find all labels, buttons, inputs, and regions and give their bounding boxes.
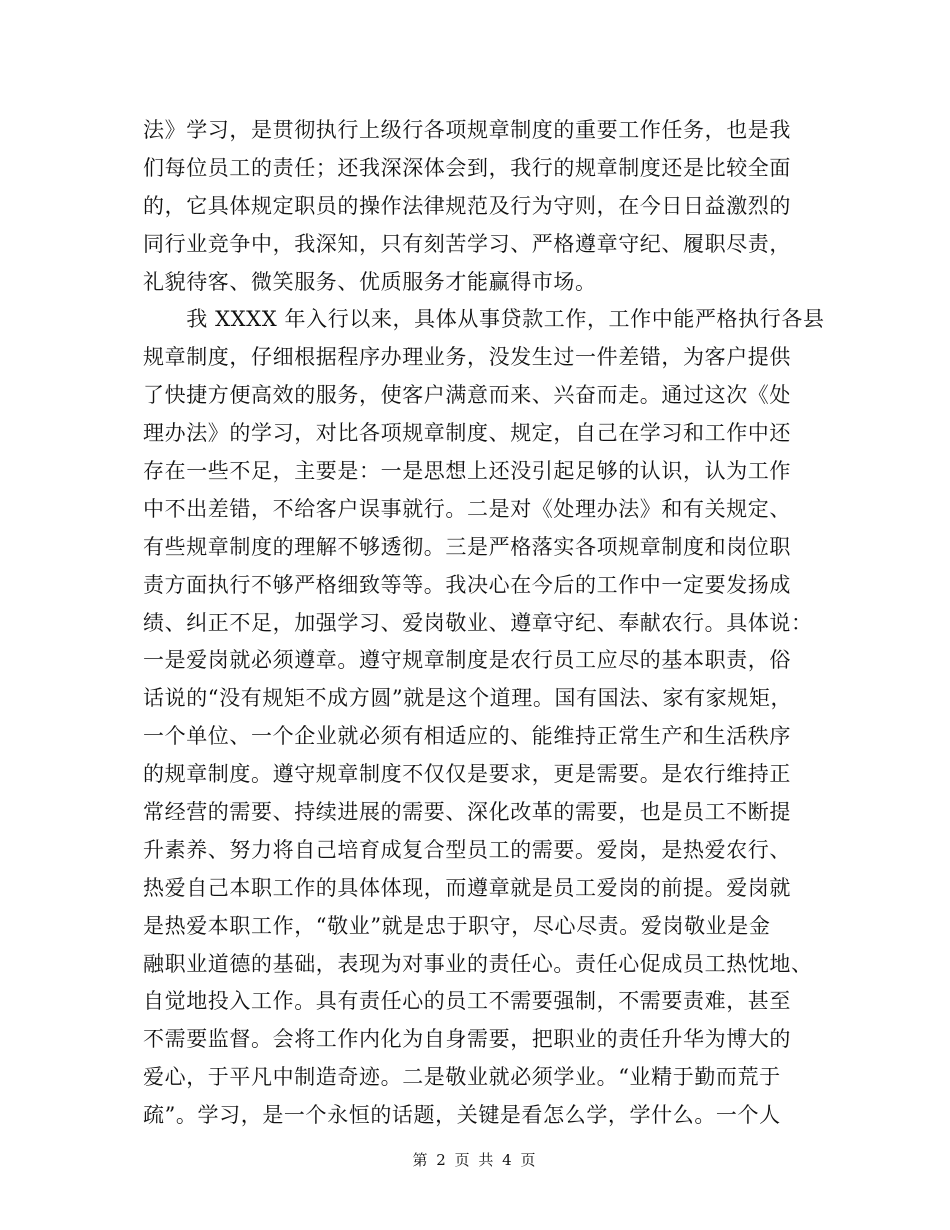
text-line: 理办法》的学习，对比各项规章制度、规定，自己在学习和工作中还 [143, 421, 791, 446]
text-line: 们每位员工的责任；还我深深体会到，我行的规章制度还是比较全面 [143, 155, 791, 180]
text-line: 升素养、努力将自己培育成复合型员工的需要。爱岗，是热爱农行、 [143, 837, 791, 862]
text-line: 融职业道德的基础，表现为对事业的责任心。责任心促成员工热忱地、 [143, 951, 813, 976]
text-line: 是热爱本职工作，“敬业”就是忠于职守，尽心尽责。爱岗敬业是金 [143, 913, 771, 938]
text-line: 礼貌待客、微笑服务、优质服务才能赢得市场。 [143, 269, 597, 294]
text-line: 不需要监督。会将工作内化为自身需要，把职业的责任升华为博大的 [143, 1027, 791, 1052]
page-footer: 第 2 页 共 4 页 [412, 1151, 538, 1169]
text-line: 法》学习，是贯彻执行上级行各项规章制度的重要工作任务，也是我 [143, 118, 791, 142]
text-line: 的规章制度。遵守规章制度不仅仅是要求，更是需要。是农行维持正 [143, 762, 791, 787]
text-line: 绩、纠正不足，加强学习、爱岗敬业、遵章守纪、奉献农行。具体说： [143, 610, 813, 635]
text-line: 热爱自己本职工作的具体体现，而遵章就是员工爱岗的前提。爱岗就 [143, 875, 791, 900]
text-line: 一是爱岗就必须遵章。遵守规章制度是农行员工应尽的基本职责，俗 [143, 648, 791, 673]
text-line: 一个单位、一个企业就必须有相适应的、能维持正常生产和生活秩序 [143, 724, 791, 749]
text-line: 我 XXXX 年入行以来，具体从事贷款工作，工作中能严格执行各县 [143, 307, 825, 332]
body-text [143, 112, 825, 1135]
text-line: 了快捷方便高效的服务，使客户满意而来、兴奋而走。通过这次《处 [143, 383, 791, 408]
text-line: 存在一些不足，主要是：一是思想上还没引起足够的认识，认为工作 [143, 459, 791, 484]
text-line: 爱心，于平凡中制造奇迹。二是敬业就必须学业。“业精于勤而荒于 [143, 1065, 781, 1090]
text-line: 话说的“没有规矩不成方圆”就是这个道理。国有国法、家有家规矩， [143, 686, 793, 711]
text-line: 责方面执行不够严格细致等等。我决心在今后的工作中一定要发扬成 [143, 572, 791, 597]
text-line: 的，它具体规定职员的操作法律规范及行为守则，在今日日益激烈的 [143, 193, 791, 218]
text-line: 有些规章制度的理解不够透彻。三是严格落实各项规章制度和岗位职 [143, 534, 791, 559]
text-line: 常经营的需要、持续进展的需要、深化改革的需要，也是员工不断提 [143, 800, 791, 825]
text-line: 同行业竞争中，我深知，只有刻苦学习、严格遵章守纪、履职尽责， [143, 231, 791, 256]
text-line: 中不出差错，不给客户误事就行。二是对《处理办法》和有关规定、 [143, 496, 791, 521]
text-line: 规章制度，仔细根据程序办理业务，没发生过一件差错，为客户提供 [143, 345, 791, 370]
text-line: 疏”。学习，是一个永恒的话题，关键是看怎么学，学什么。一个人 [143, 1103, 781, 1128]
text-line: 自觉地投入工作。具有责任心的员工不需要强制，不需要责难，甚至 [143, 989, 791, 1014]
